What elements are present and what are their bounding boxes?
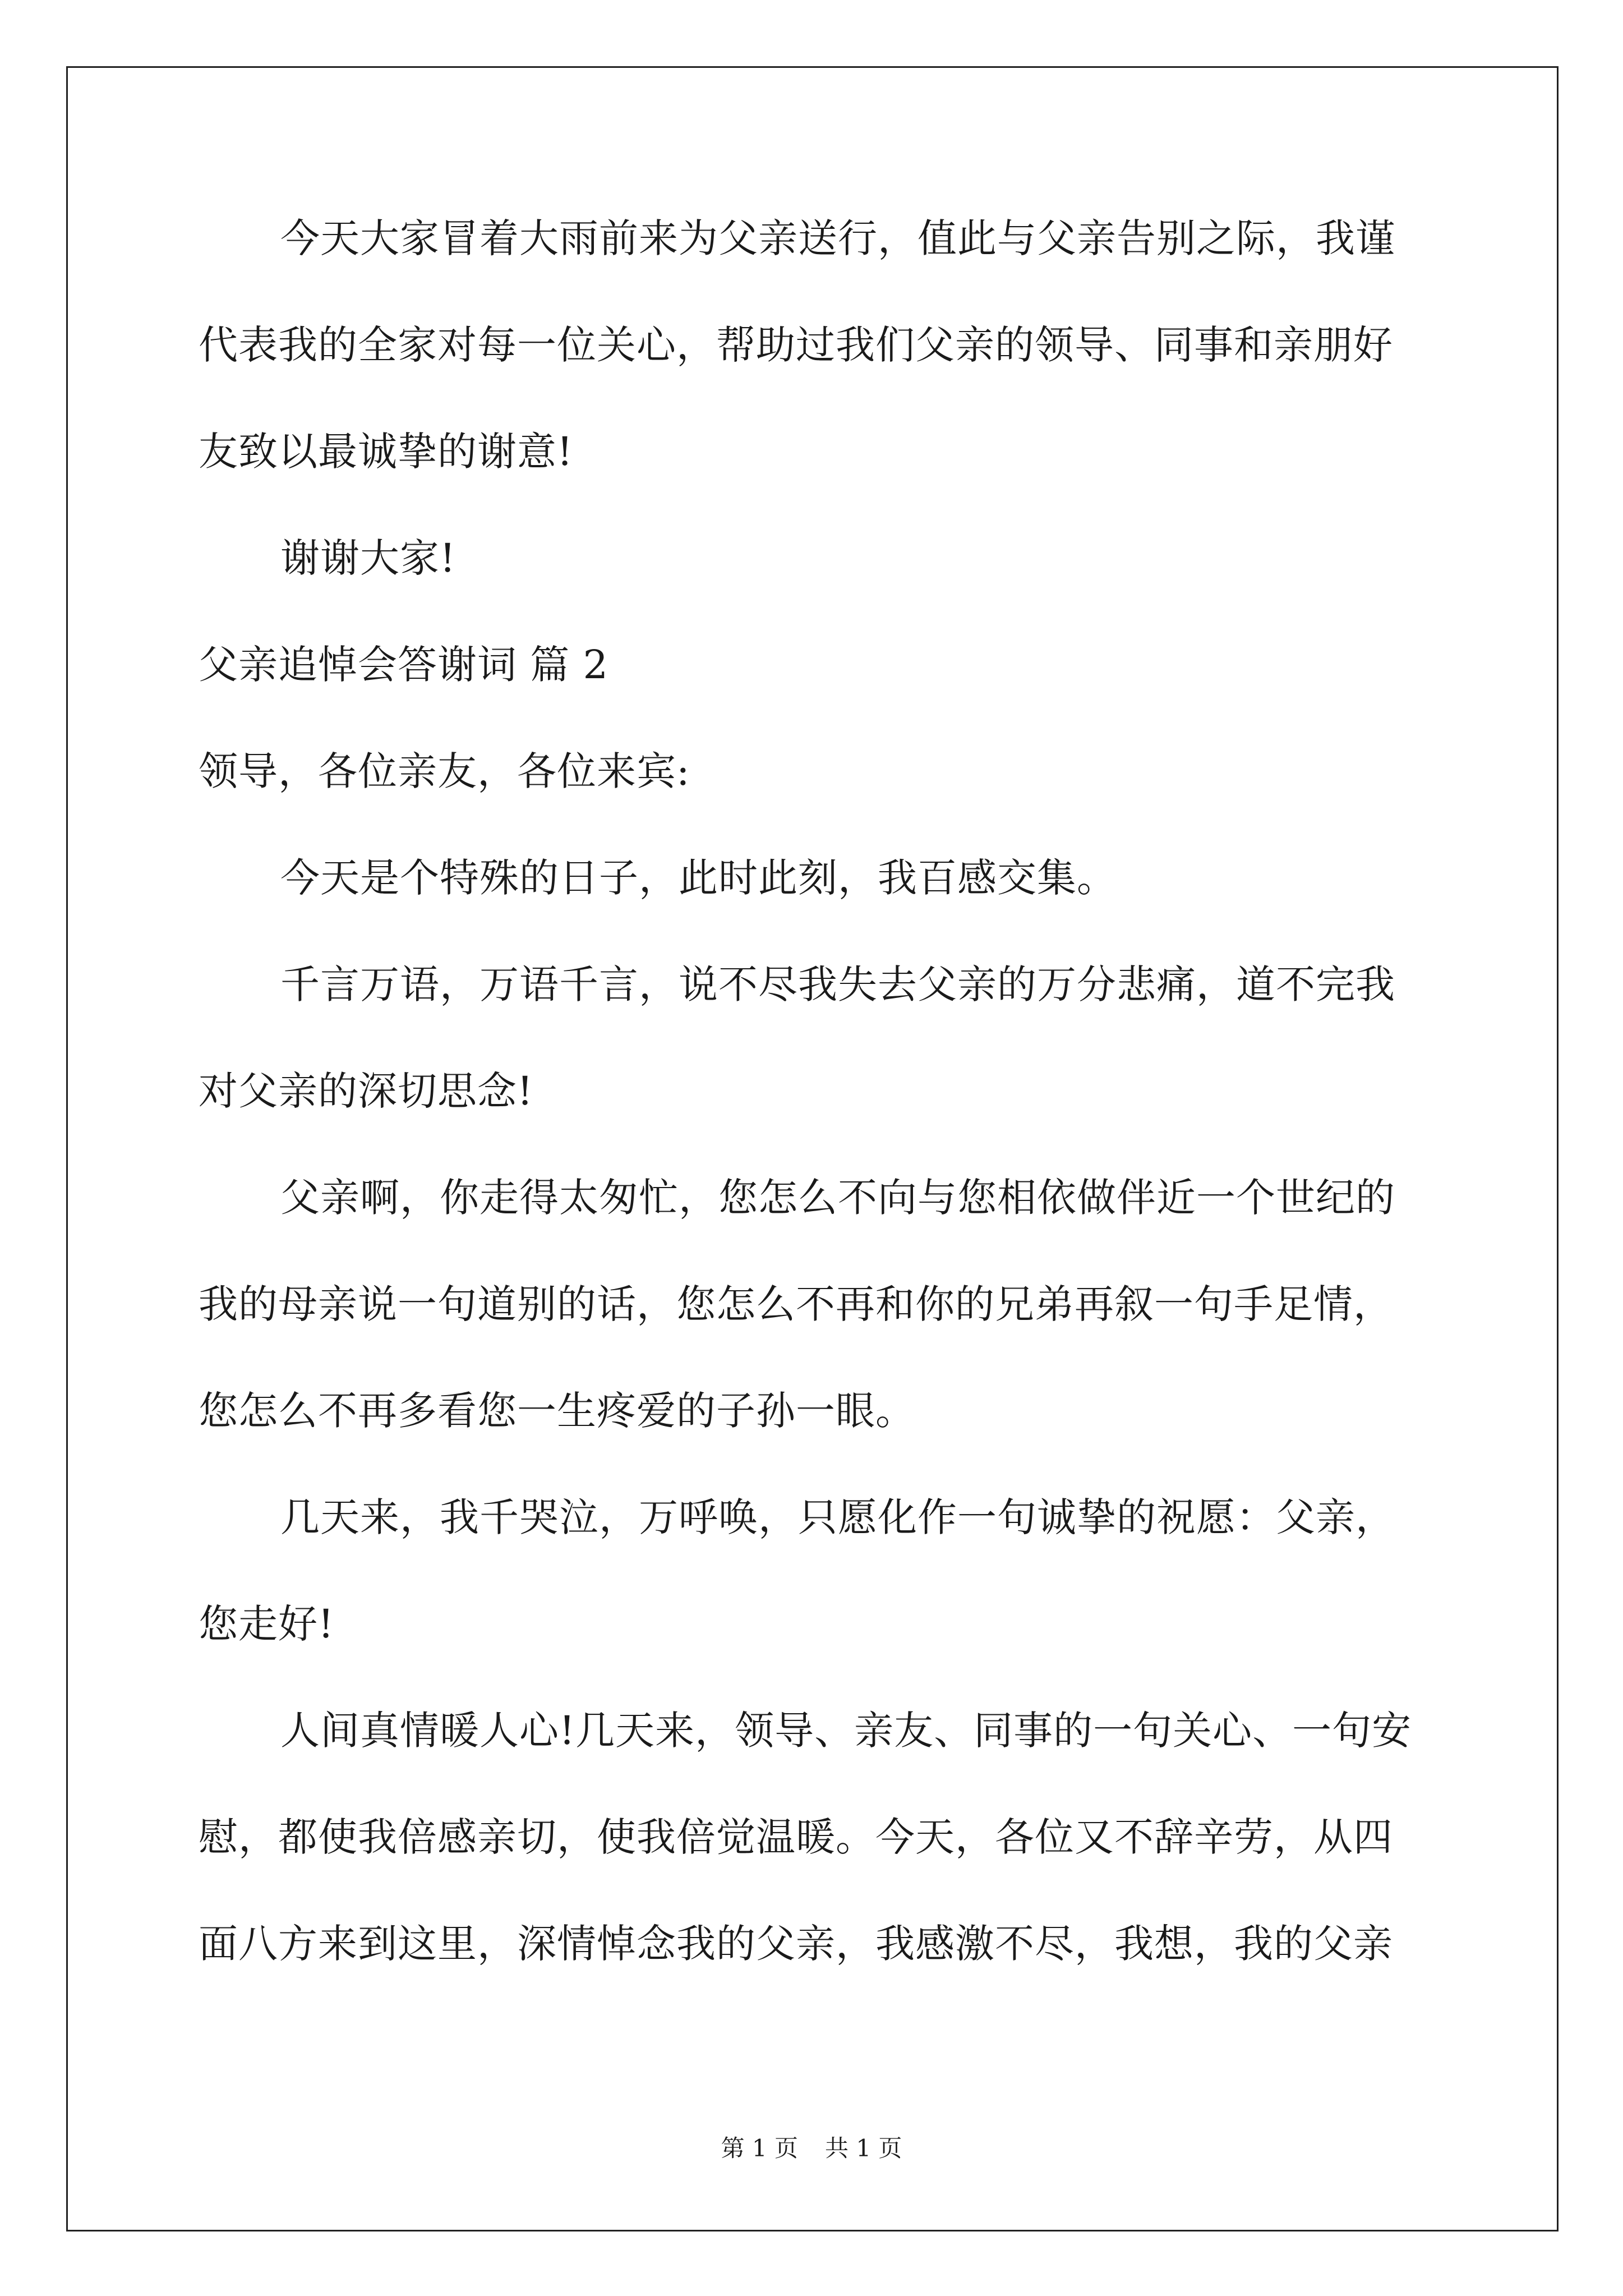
body-line: 今天是个特殊的日子，此时此刻，我百感交集。 xyxy=(280,855,1117,901)
document-body xyxy=(199,215,1431,2031)
salutation-line: 领导，各位亲友，各位来宾: xyxy=(199,748,690,794)
body-line: 今天大家冒着大雨前来为父亲送行，值此与父亲告别之际，我谨 xyxy=(280,215,1395,261)
body-line: 千言万语，万语千言，说不尽我失去父亲的万分悲痛，道不完我 xyxy=(280,961,1395,1007)
body-line: 面八方来到这里，深情悼念我的父亲，我感激不尽，我想，我的父亲 xyxy=(199,1921,1393,1967)
body-line: 您走好! xyxy=(199,1601,335,1647)
body-line: 谢谢大家! xyxy=(280,535,457,581)
page-footer xyxy=(0,2136,1623,2161)
page-number: 第 1 页 xyxy=(721,2134,798,2162)
section-heading: 父亲追悼会答谢词 篇 2 xyxy=(199,642,609,688)
body-line: 我的母亲说一句道别的话，您怎么不再和你的兄弟再叙一句手足情， xyxy=(199,1281,1393,1327)
body-line: 慰，都使我倍感亲切，使我倍觉温暖。今天，各位又不辞辛劳，从四 xyxy=(199,1814,1393,1860)
body-line: 代表我的全家对每一位关心，帮助过我们父亲的领导、同事和亲朋好 xyxy=(199,322,1393,368)
body-line: 对父亲的深切思念! xyxy=(199,1068,534,1114)
body-line: 您怎么不再多看您一生疼爱的子孙一眼。 xyxy=(199,1388,915,1434)
body-line: 人间真情暖人心!几天来，领导、亲友、同事的一句关心、一句安 xyxy=(280,1708,1412,1754)
body-line: 父亲啊，你走得太匆忙，您怎么不向与您相依做伴近一个世纪的 xyxy=(280,1175,1395,1221)
body-line: 友致以最诚挚的谢意! xyxy=(199,429,574,475)
page-total: 共 1 页 xyxy=(825,2134,902,2162)
body-line: 几天来，我千哭泣，万呼唤，只愿化作一句诚挚的祝愿：父亲， xyxy=(280,1494,1395,1540)
